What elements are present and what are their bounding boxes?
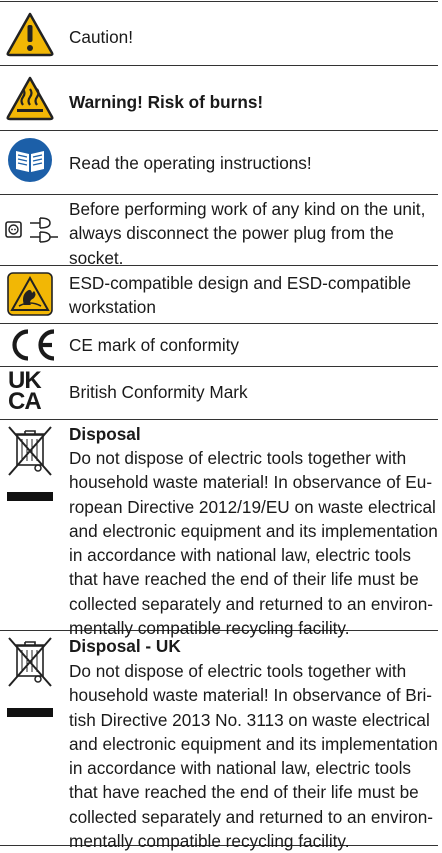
text-line: collected separately and returned to an environ- xyxy=(69,593,434,614)
text-line: Do not dispose of electric tools together with xyxy=(69,448,407,468)
crossed-out-bin-icon xyxy=(5,636,55,688)
divider xyxy=(0,366,438,367)
text-line: that have reached the end of their life must be xyxy=(69,782,419,803)
ukca-mark-icon xyxy=(8,367,41,415)
burns-warning-label: Warning! Risk of burns! xyxy=(69,92,264,112)
unplug-icon xyxy=(4,213,62,247)
text-line: ESD-compatible design and ESD-compatible xyxy=(69,273,412,293)
text-line: Do not dispose of electric tools together with xyxy=(69,661,407,681)
unplug-text xyxy=(69,197,441,270)
text-line: mentally compatible recycling facility. xyxy=(69,831,350,852)
text-line: and electronic equipment and its implementation xyxy=(69,733,438,754)
caution-label: Caution! xyxy=(69,27,134,47)
ukca-label: British Conformity Mark xyxy=(69,382,248,402)
text-line: that have reached the end of their life must be xyxy=(69,569,419,590)
text-line: in accordance with national law, electric tools xyxy=(69,545,412,566)
disposal-uk-title: Disposal - UK xyxy=(69,636,181,656)
read-manual-icon xyxy=(7,137,53,183)
text-line: household waste material! In observance of Eu- xyxy=(69,472,433,493)
text-line: ropean Directive 2012/19/EU on waste electrical xyxy=(69,496,436,517)
ce-mark-icon xyxy=(6,328,58,362)
disposal-title: Disposal xyxy=(69,424,141,444)
text-line: household waste material! In observance of Bri- xyxy=(69,685,433,706)
esd-text xyxy=(69,271,441,320)
text-line: and electronic equipment and its implementation xyxy=(69,520,438,541)
text-line: in accordance with national law, electric tools xyxy=(69,758,412,779)
esd-icon xyxy=(7,272,53,316)
divider xyxy=(0,1,438,2)
text-line: mentally compatible recycling facility. xyxy=(69,618,350,639)
divider xyxy=(0,419,438,420)
hot-surface-warning-icon xyxy=(5,75,55,121)
text-line: workstation xyxy=(69,297,156,318)
crossed-out-bin-icon xyxy=(5,425,55,477)
divider xyxy=(0,130,438,131)
text-line: Before performing work of any kind on the unit, xyxy=(69,199,426,219)
text-line: collected separately and returned to an environ- xyxy=(69,806,434,827)
divider xyxy=(0,65,438,66)
ce-label: CE mark of conformity xyxy=(69,335,240,355)
disposal-uk-text xyxy=(69,659,441,853)
ukca-mark-top: UK xyxy=(8,367,41,394)
disposal-text xyxy=(69,446,441,640)
text-line: tish Directive 2013 No. 3113 on waste electrical xyxy=(69,709,430,730)
text-line: always disconnect the power plug from the xyxy=(69,223,394,244)
marking-bar xyxy=(7,492,53,501)
caution-triangle-icon xyxy=(5,11,55,57)
divider xyxy=(0,323,438,324)
text-line: socket. xyxy=(69,247,124,268)
manual-label: Read the operating instructions! xyxy=(69,153,312,173)
marking-bar xyxy=(7,708,53,717)
divider xyxy=(0,194,438,195)
ukca-mark-bottom: CA xyxy=(8,388,41,415)
